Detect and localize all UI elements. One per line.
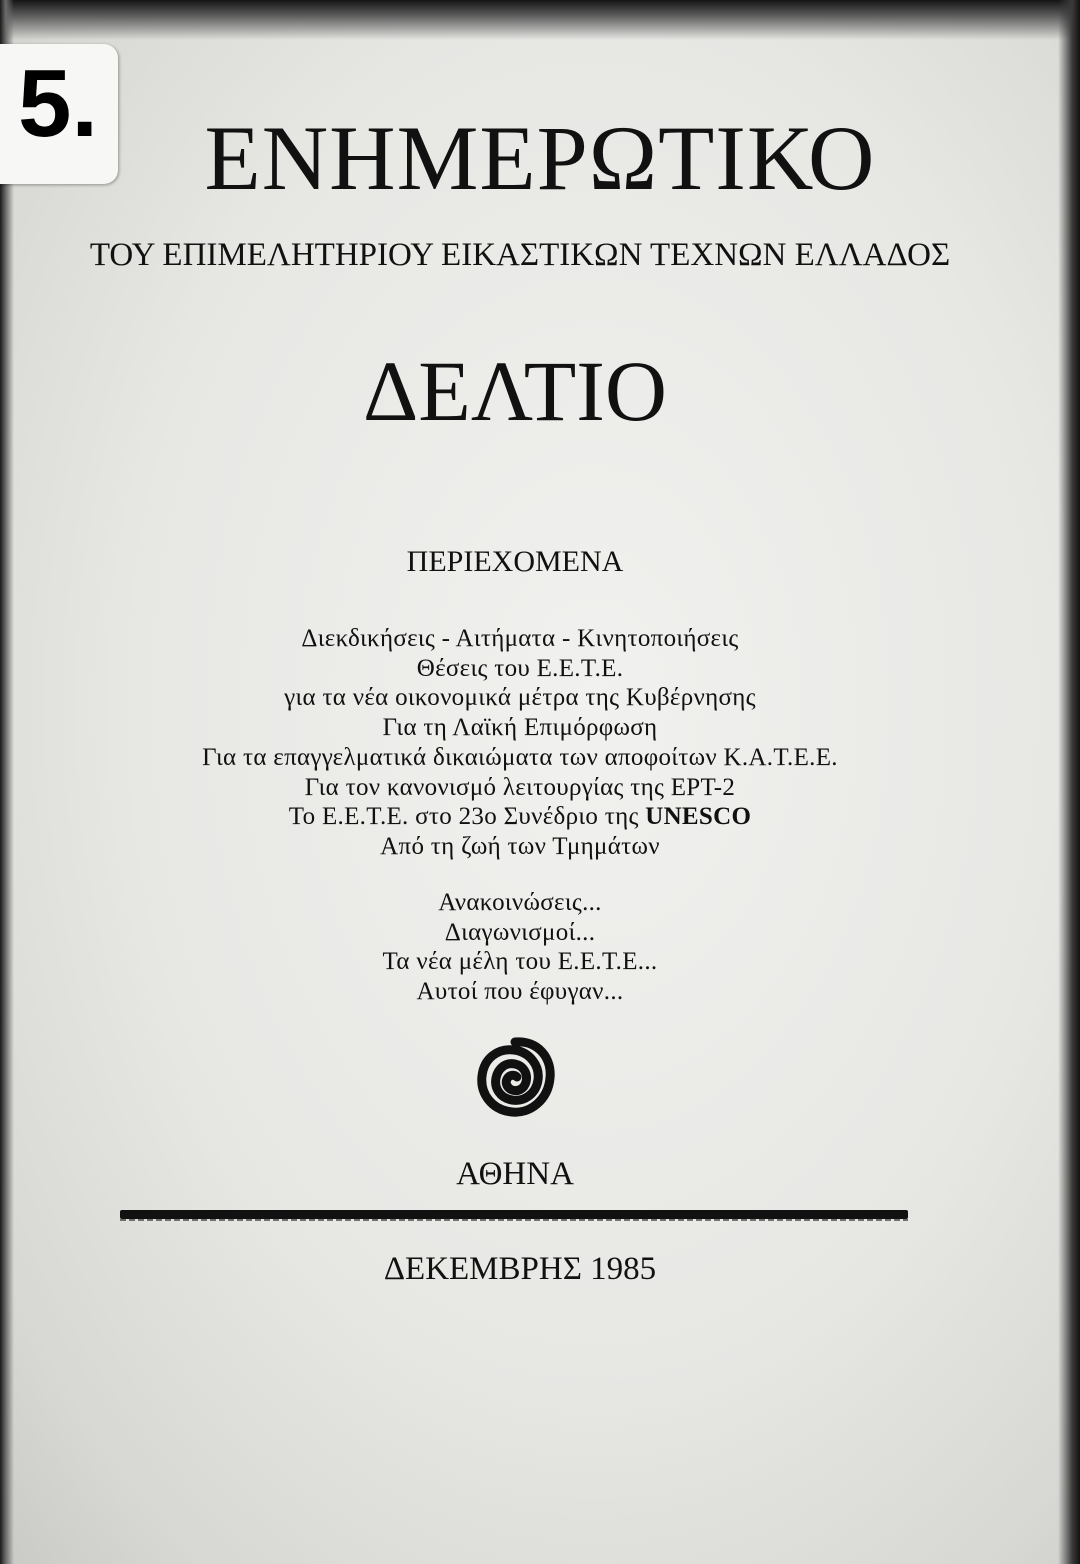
contents-item-unesco — [0, 802, 1040, 832]
publication-city: ΑΘΗΝΑ — [456, 1156, 574, 1192]
scan-edge-right — [1058, 0, 1080, 1564]
contents-heading: ΠΕΡΙΕΧΟΜΕΝΑ — [406, 545, 624, 578]
organization-name: ΤΟΥ ΕΠΙΜΕΛΗΤΗΡΙΟΥ ΕΙΚΑΣΤΙΚΩΝ ΤΕΧΝΩΝ ΕΛΛΑΔΟΣ — [89, 237, 951, 273]
contents-item: Για τον κανονισμό λειτουργίας της ΕΡΤ-2 — [304, 773, 736, 801]
contents-item: Για τη Λαϊκή Επιμόρφωση — [382, 714, 658, 742]
unesco-line-text: Το Ε.Ε.Τ.Ε. στο 23ο Συνέδριο της — [288, 803, 646, 831]
contents-list — [0, 624, 1040, 862]
divider-rule-texture — [120, 1219, 908, 1221]
masthead-title: ΕΝΗΜΕΡΩΤΙΚΟ — [204, 107, 876, 209]
archive-sticker-number: 5. — [18, 50, 99, 157]
contents-item: Από τη ζωή των Τμημάτων — [380, 832, 660, 860]
publication-date: ΔΕΚΕΜΒΡΗΣ 1985 — [383, 1251, 657, 1287]
divider-rule — [120, 1210, 908, 1219]
notice-item: Ανακοινώσεις... — [438, 889, 602, 916]
notice-item: Τα νέα μέλη του Ε.Ε.Τ.Ε... — [382, 948, 658, 975]
contents-item: Διεκδικήσεις - Αιτήματα - Κινητοποιήσεις — [301, 625, 739, 652]
contents-item: Θέσεις του Ε.Ε.Τ.Ε. — [416, 654, 624, 682]
contents-item: για τα νέα οικονομικά μέτρα της Κυβέρνησης — [284, 684, 756, 712]
spiral-logo-icon — [474, 1036, 556, 1118]
notices-list — [0, 888, 1040, 1006]
notice-item: Αυτοί που έφυγαν... — [416, 977, 624, 1005]
scan-edge-top — [0, 0, 1080, 40]
unesco-emphasis: UNESCO — [645, 803, 752, 831]
publication-title: ΔΕΛΤΙΟ — [362, 343, 668, 439]
contents-item: Για τα επαγγελματικά δικαιώματα των αποφοίτων Κ.Α.Τ.Ε.Ε. — [202, 743, 838, 771]
notice-item: Διαγωνισμοί... — [444, 918, 596, 946]
